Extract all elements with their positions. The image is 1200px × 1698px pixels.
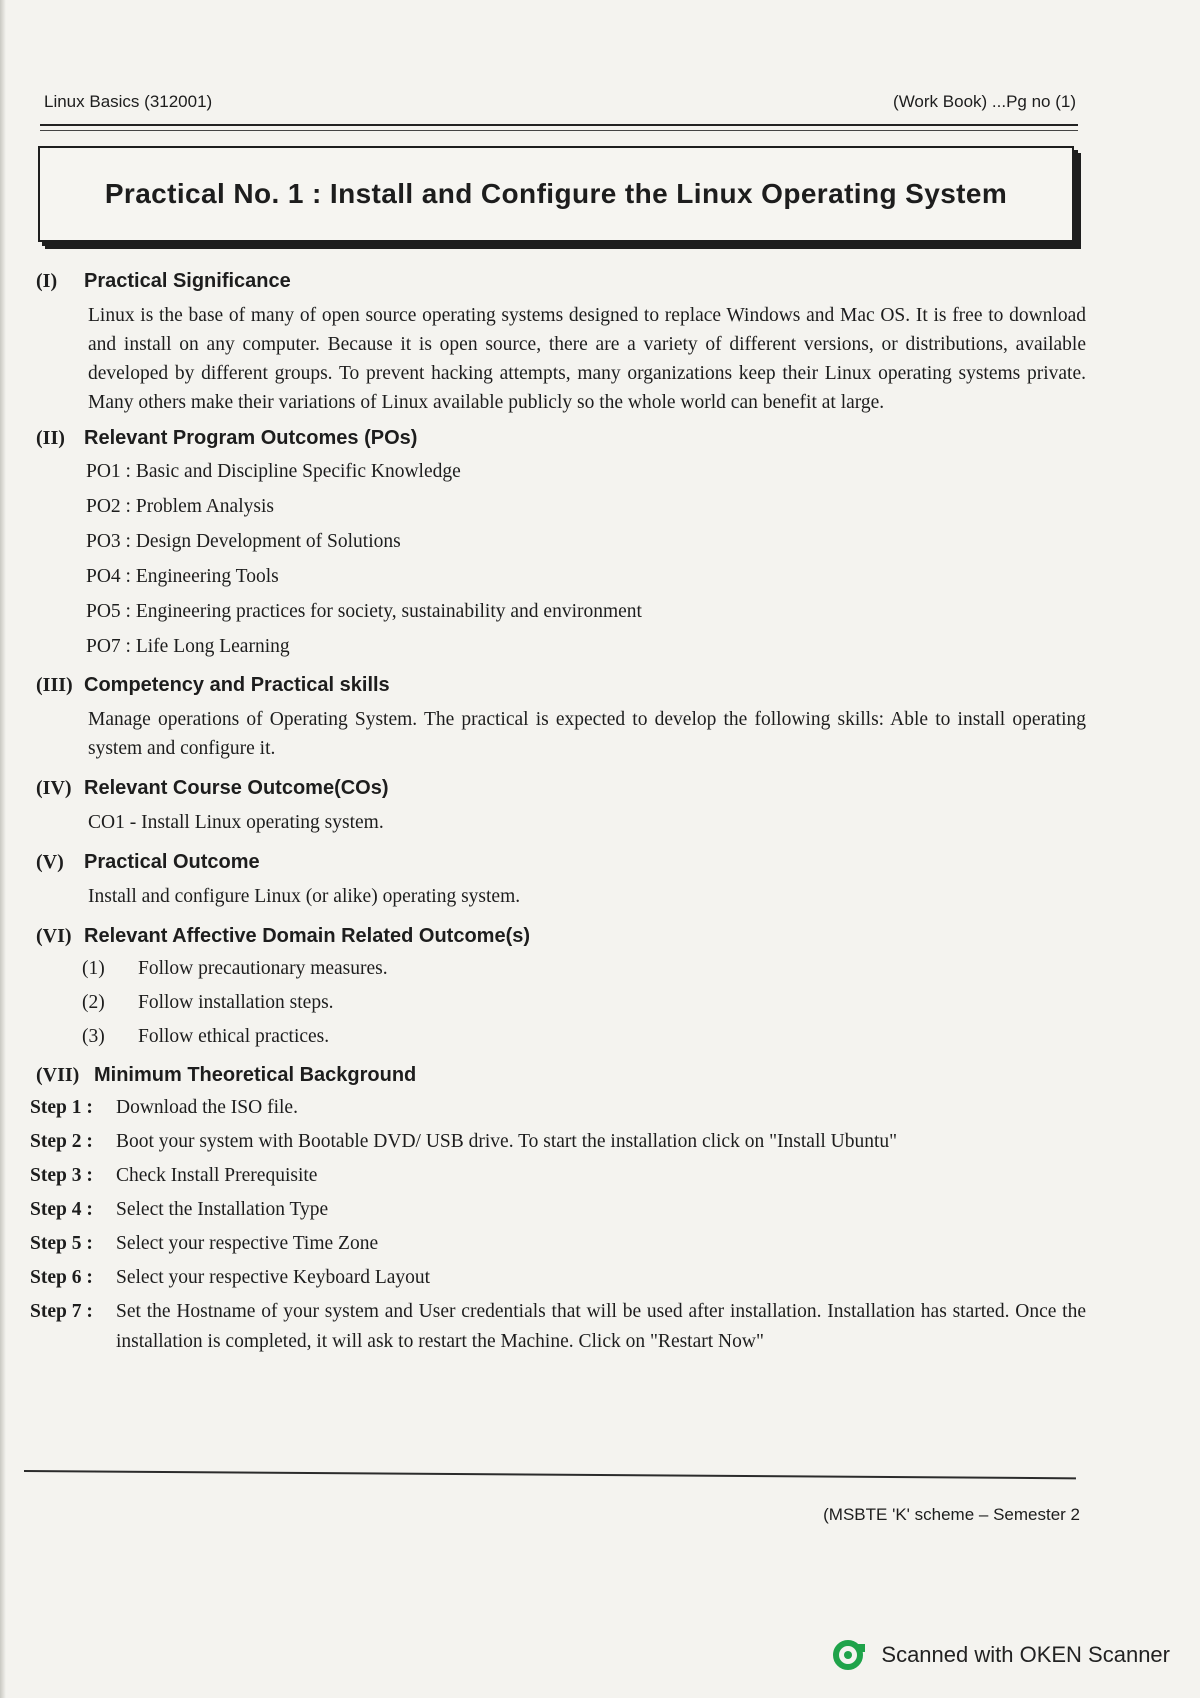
section-paragraph: CO1 - Install Linux operating system. [88, 812, 384, 833]
step-label: Step 6 : [30, 1267, 93, 1288]
step-item [30, 1127, 1086, 1157]
list-item: PO5 : Engineering practices for society, sustainability and environment [86, 601, 642, 622]
section-practical-outcome [36, 851, 1086, 911]
section-competency [36, 674, 1086, 763]
list-item-text: Follow ethical practices. [138, 1026, 330, 1047]
page-title: Practical No. 1 : Install and Configure the Linux Operating System [104, 178, 1008, 209]
affective-outcome-list [82, 952, 1086, 1054]
step-item [30, 1093, 1086, 1123]
page-content [30, 270, 1086, 1361]
list-item-number: (2) [82, 992, 105, 1013]
list-item-text: Follow installation steps. [138, 992, 334, 1013]
step-text: Select the Installation Type [116, 1199, 329, 1220]
section-title: Practical Significance [84, 270, 291, 292]
step-text: Check Install Prerequisite [116, 1165, 318, 1186]
step-item [30, 1161, 1086, 1191]
step-label: Step 5 : [30, 1233, 93, 1254]
list-item: PO1 : Basic and Discipline Specific Knowledge [86, 461, 461, 482]
list-item: PO4 : Engineering Tools [86, 566, 279, 587]
section-number: (VII) [36, 1064, 80, 1086]
section-heading [36, 427, 1086, 450]
section-title: Relevant Program Outcomes (POs) [84, 427, 418, 449]
header-page-number: (Work Book) ...Pg no (1) [893, 92, 1076, 111]
section-program-outcomes [36, 427, 1086, 664]
oken-scanner-logo-icon [833, 1638, 867, 1672]
step-label: Step 2 : [30, 1131, 93, 1152]
section-heading [36, 925, 1086, 948]
step-text: Set the Hostname of your system and User credentials that will be used after installation. Installation has started. Once the installation is completed, it will ask to restart the Machine. Click on "Restart Now" [116, 1301, 1086, 1352]
section-heading [36, 777, 1086, 800]
footer-scheme: (MSBTE 'K' scheme – Semester 2 [823, 1505, 1080, 1524]
section-paragraph: Linux is the base of many of open source operating systems designed to replace Windows and Mac OS. It is free to download and install on any computer. Because it is open source, there are a variety of different versions, or distributions, available developed by different groups. To prevent hacking attempts, many organizations keep their Linux operating systems private. Many others make their variations of Linux available publicly so the whole world can benefit at large. [88, 305, 1086, 413]
header-course-code: Linux Basics (312001) [44, 92, 213, 111]
list-item [82, 952, 1086, 986]
scanner-text: Scanned with OKEN Scanner [881, 1642, 1170, 1667]
section-heading [36, 1064, 1086, 1087]
header-rule-thin [40, 130, 1078, 131]
section-practical-significance [36, 270, 1086, 417]
list-item-number: (3) [82, 1026, 105, 1047]
list-item [82, 986, 1086, 1020]
footer-rule [24, 1470, 1076, 1479]
section-title: Relevant Affective Domain Related Outcome(s) [84, 925, 531, 947]
step-item [30, 1263, 1086, 1293]
section-number: (IV) [36, 777, 72, 799]
step-text: Select your respective Time Zone [116, 1233, 379, 1254]
section-affective-domain [36, 925, 1086, 1054]
outcome-list [86, 454, 1086, 664]
list-item-text: Follow precautionary measures. [138, 958, 388, 979]
section-heading [36, 851, 1086, 874]
list-item: PO2 : Problem Analysis [86, 496, 274, 517]
section-theoretical-background [30, 1064, 1086, 1357]
step-label: Step 7 : [30, 1301, 93, 1322]
list-item-number: (1) [82, 958, 105, 979]
step-item [30, 1229, 1086, 1259]
list-item: PO3 : Design Development of Solutions [86, 531, 401, 552]
installation-steps [30, 1093, 1086, 1357]
section-title: Minimum Theoretical Background [94, 1064, 417, 1086]
section-course-outcome [36, 777, 1086, 837]
section-number: (VI) [36, 925, 72, 947]
section-paragraph: Manage operations of Operating System. The practical is expected to develop the following skills: Able to install operating system and configure it. [88, 709, 1086, 759]
step-item [30, 1297, 1086, 1357]
section-paragraph: Install and configure Linux (or alike) operating system. [88, 886, 521, 907]
section-title: Relevant Course Outcome(COs) [84, 777, 389, 799]
section-heading [36, 270, 1086, 293]
title-box [38, 146, 1074, 242]
list-item [82, 1020, 1086, 1054]
scanner-watermark [833, 1638, 1170, 1672]
section-number: (I) [36, 270, 58, 292]
list-item: PO7 : Life Long Learning [86, 636, 290, 657]
section-number: (V) [36, 851, 64, 873]
section-number: (III) [36, 674, 73, 696]
section-number: (II) [36, 427, 65, 449]
section-title: Competency and Practical skills [84, 674, 390, 696]
header-rule [40, 124, 1078, 126]
step-text: Select your respective Keyboard Layout [116, 1267, 431, 1288]
step-text: Boot your system with Bootable DVD/ USB drive. To start the installation click on "Install Ubuntu" [116, 1131, 898, 1152]
step-label: Step 3 : [30, 1165, 93, 1186]
section-heading [36, 674, 1086, 697]
section-title: Practical Outcome [84, 851, 260, 873]
step-item [30, 1195, 1086, 1225]
running-header [44, 92, 1076, 114]
step-label: Step 4 : [30, 1199, 93, 1220]
step-text: Download the ISO file. [116, 1097, 298, 1118]
step-label: Step 1 : [30, 1097, 93, 1118]
